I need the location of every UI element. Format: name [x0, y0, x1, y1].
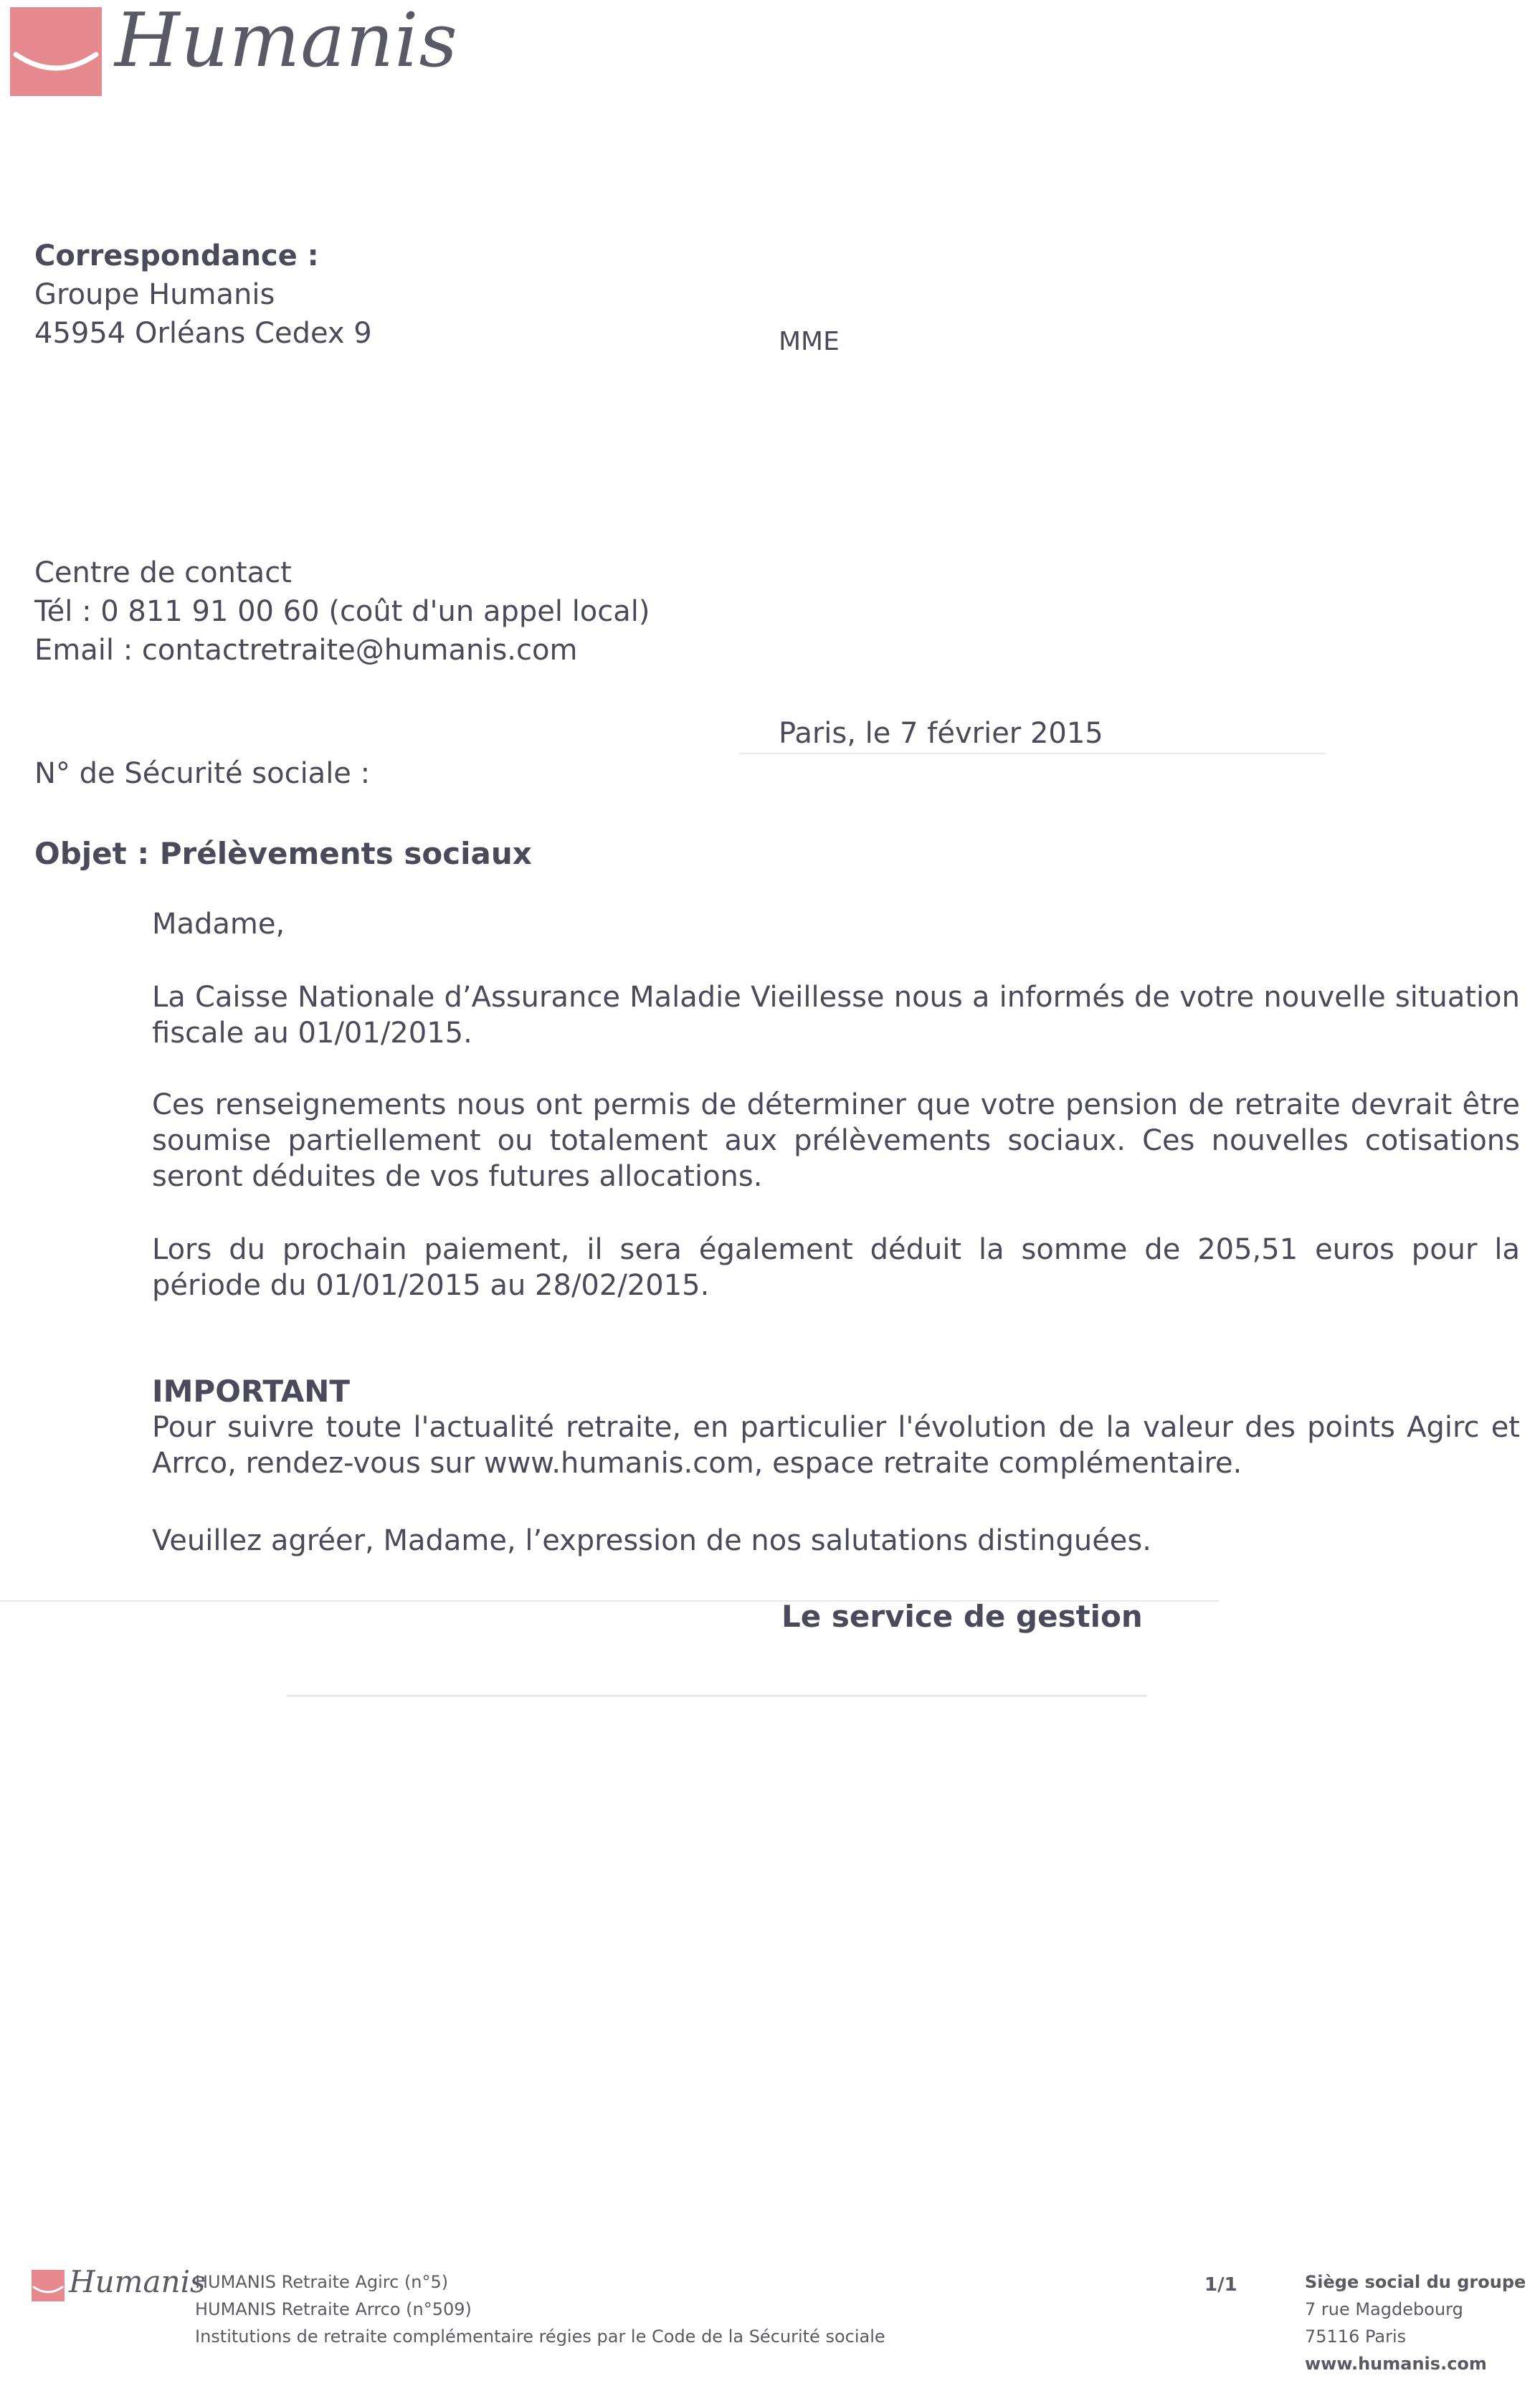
letter-paragraph-1: La Caisse Nationale d’Assurance Maladie Vieillesse nous a informés de votre nouvelle situation fiscale au 01/01/2015. [152, 981, 1520, 1050]
page-number: 1/1 [1204, 2274, 1237, 2296]
correspondance-block [34, 237, 372, 353]
letter-paragraph-2: Ces renseignements nous ont permis de déterminer que votre pension de retraite devrait être soumise partiellement ou totalement aux prélèvements sociaux. Ces nouvelles cotisations seront déduites de vos futures allocations. [152, 1088, 1520, 1193]
letter-salutation: Madame, [152, 908, 285, 941]
contact-block [34, 553, 650, 670]
footer-siege-city: 75116 Paris [1305, 2326, 1407, 2347]
correspondance-line1: Groupe Humanis [34, 278, 275, 311]
letter-date: Paris, le 7 février 2015 [779, 717, 1103, 750]
footer-logo-mark [32, 2270, 65, 2301]
letter-paragraph-3: Lors du prochain paiement, il sera également déduit la somme de 205,51 euros pour la période du 01/01/2015 au 28/02/2015. [152, 1233, 1520, 1302]
letter-signature: Le service de gestion [781, 1599, 1143, 1634]
footer-inst-arrco: HUMANIS Retraite Arrco (n°509) [195, 2299, 472, 2319]
footer-logo-smile-icon [32, 2270, 65, 2301]
secu-label: N° de Sécurité sociale : [34, 757, 371, 790]
footer-institutions [195, 2268, 885, 2350]
footer-siege-street: 7 rue Magdebourg [1305, 2299, 1463, 2319]
important-heading: IMPORTANT [152, 1374, 351, 1409]
footer-inst-note: Institutions de retraite complémentaire régies par le Code de la Sécurité sociale [195, 2326, 885, 2347]
letter-paragraph-important: Pour suivre toute l'actualité retraite, en particulier l'évolution de la valeur des points Agirc et Arrco, rendez-vous sur www.humanis.com, espace retraite complémentaire. [152, 1411, 1520, 1480]
logo-smile-icon [10, 7, 102, 96]
scan-artifact [738, 753, 1326, 754]
humanis-logo-text: Humanis [115, 0, 458, 84]
footer-logo-text: Humanis [69, 2264, 206, 2299]
footer-inst-agirc: HUMANIS Retraite Agirc (n°5) [195, 2272, 449, 2292]
recipient-name: MME [779, 327, 840, 356]
footer-head-office [1305, 2268, 1526, 2377]
letter-closing: Veuillez agréer, Madame, l’expression de nos salutations distinguées. [152, 1524, 1151, 1557]
humanis-logo-mark [10, 7, 102, 96]
correspondance-line2: 45954 Orléans Cedex 9 [34, 317, 372, 350]
contact-title: Centre de contact [34, 556, 292, 589]
contact-email: Email : contactretraite@humanis.com [34, 634, 578, 667]
correspondance-title: Correspondance : [34, 239, 319, 272]
scan-artifact [287, 1695, 1147, 1697]
footer-siege-title: Siège social du groupe [1305, 2272, 1526, 2292]
footer-website-link[interactable]: www.humanis.com [1305, 2354, 1487, 2374]
letter-subject: Objet : Prélèvements sociaux [34, 836, 532, 871]
contact-tel: Tél : 0 811 91 00 60 (coût d'un appel local) [34, 595, 650, 628]
